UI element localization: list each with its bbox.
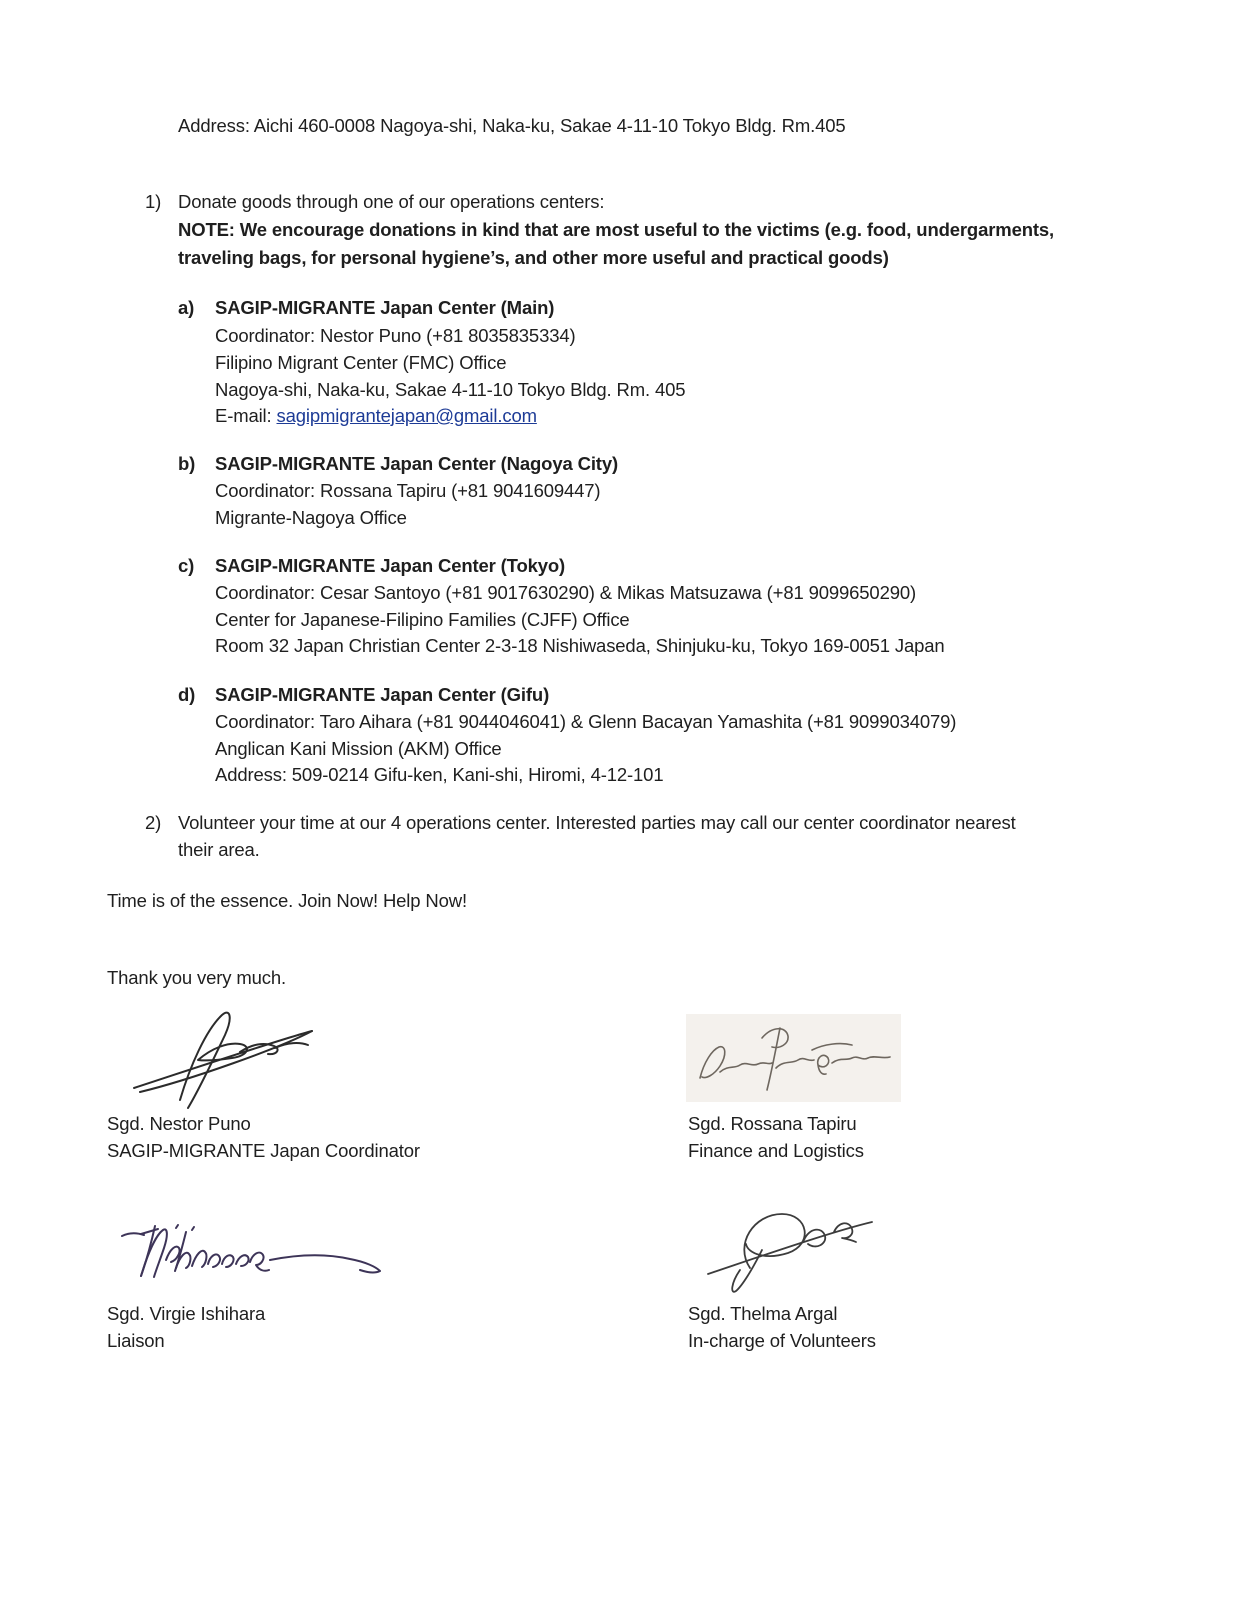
signature-rossana-tapiru-svg (692, 1020, 897, 1098)
note-line-1: NOTE: We encourage donations in kind that are most useful to the victims (e.g. food, undergarments, (178, 219, 1054, 240)
list-item-2-line-1: Volunteer your time at our 4 operations center. Interested parties may call our center coordinator nearest (178, 812, 1016, 833)
list-item-1-text: Donate goods through one of our operations centers: (178, 191, 605, 212)
center-a-email-line (215, 404, 537, 427)
signature-thelma-argal-role: In-charge of Volunteers (688, 1330, 876, 1351)
note-line-2: traveling bags, for personal hygiene’s, and other more useful and practical goods) (178, 247, 889, 268)
center-c-title: SAGIP-MIGRANTE Japan Center (Tokyo) (215, 555, 566, 576)
center-a-office: Filipino Migrant Center (FMC) Office (215, 352, 507, 373)
center-d-address: Address: 509-0214 Gifu-ken, Kani-shi, Hiromi, 4-12-101 (215, 764, 664, 785)
list-item-2-marker: 2) (145, 812, 162, 833)
header-address-line: Address: Aichi 460-0008 Nagoya-shi, Naka-ku, Sakae 4-11-10 Tokyo Bldg. Rm.405 (178, 115, 846, 136)
signature-rossana-tapiru-image (692, 1020, 897, 1098)
urgency-line: Time is of the essence. Join Now! Help Now! (107, 890, 467, 911)
center-a-email-label: E-mail: (215, 405, 277, 426)
center-d-marker: d) (178, 684, 196, 705)
signature-thelma-argal-name: Sgd. Thelma Argal (688, 1303, 838, 1324)
signature-thelma-argal-image (700, 1200, 880, 1298)
signature-thelma-argal-svg (700, 1200, 880, 1298)
center-a-title: SAGIP-MIGRANTE Japan Center (Main) (215, 297, 555, 318)
center-a-marker: a) (178, 297, 195, 318)
center-b-marker: b) (178, 453, 196, 474)
center-d-title: SAGIP-MIGRANTE Japan Center (Gifu) (215, 684, 550, 705)
signature-nestor-puno-name: Sgd. Nestor Puno (107, 1113, 251, 1134)
center-d-office: Anglican Kani Mission (AKM) Office (215, 738, 502, 759)
center-c-office: Center for Japanese-Filipino Families (CJFF) Office (215, 609, 630, 630)
center-b-office: Migrante-Nagoya Office (215, 507, 407, 528)
thanks-line: Thank you very much. (107, 967, 286, 988)
signature-nestor-puno-image (128, 1008, 318, 1110)
center-b-title: SAGIP-MIGRANTE Japan Center (Nagoya City) (215, 453, 618, 474)
center-c-coordinator: Coordinator: Cesar Santoyo (+81 9017630290) & Mikas Matsuzawa (+81 9099650290) (215, 582, 916, 603)
signature-nestor-puno-svg (128, 1008, 318, 1110)
list-item-1-marker: 1) (145, 191, 162, 212)
signature-virgie-ishihara-image (110, 1198, 390, 1288)
center-a-coordinator: Coordinator: Nestor Puno (+81 8035835334) (215, 325, 576, 346)
center-a-email-link[interactable]: sagipmigrantejapan@gmail.com (276, 405, 537, 426)
signature-virgie-ishihara-svg (110, 1198, 390, 1288)
center-b-coordinator: Coordinator: Rossana Tapiru (+81 9041609447) (215, 480, 601, 501)
center-c-marker: c) (178, 555, 195, 576)
list-item-2-line-2: their area. (178, 839, 260, 860)
center-a-address: Nagoya-shi, Naka-ku, Sakae 4-11-10 Tokyo Bldg. Rm. 405 (215, 379, 686, 400)
signature-virgie-ishihara-name: Sgd. Virgie Ishihara (107, 1303, 266, 1324)
signature-rossana-tapiru-name: Sgd. Rossana Tapiru (688, 1113, 857, 1134)
center-d-coordinator: Coordinator: Taro Aihara (+81 9044046041) & Glenn Bacayan Yamashita (+81 9099034079) (215, 711, 957, 732)
center-c-address: Room 32 Japan Christian Center 2-3-18 Nishiwaseda, Shinjuku-ku, Tokyo 169-0051 Japan (215, 635, 945, 656)
signature-nestor-puno-role: SAGIP-MIGRANTE Japan Coordinator (107, 1140, 420, 1161)
signature-rossana-tapiru-role: Finance and Logistics (688, 1140, 864, 1161)
signature-virgie-ishihara-role: Liaison (107, 1330, 165, 1351)
